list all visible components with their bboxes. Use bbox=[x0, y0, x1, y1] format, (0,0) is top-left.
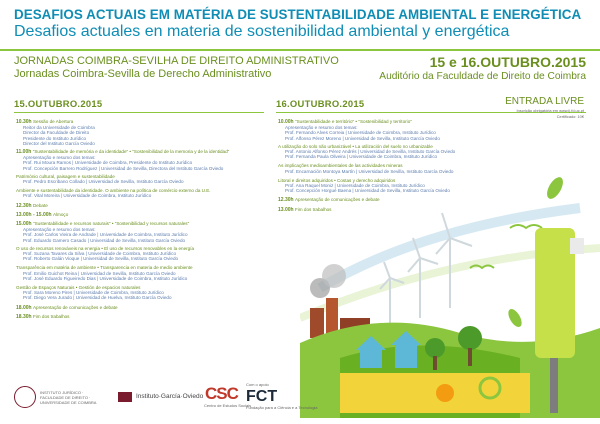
program-line: Prof. Fernanda Paula Oliveira | Universidade de Coimbra, Instituto Jurídico bbox=[285, 154, 438, 160]
program-line: Reitor da Universidade de Coimbra bbox=[23, 125, 95, 131]
program-title: O uso de recursos renováveis na energia • El uso de recursos renovables en la energía bbox=[16, 245, 195, 251]
program-line: Prof. Concepción Barrero Rodríguez | Universidad de Sevilla, Directora del Instituto García Oviedo bbox=[23, 165, 224, 171]
program-item bbox=[16, 265, 193, 281]
program-line: Apresentação e resumo dos temas: bbox=[23, 155, 96, 161]
program-title: Almoço bbox=[52, 211, 69, 217]
program-line: Prof. Rui Moura Ramos | Universidade de Coimbra, Presidente do Instituto Jurídico bbox=[23, 160, 193, 166]
csc-logo-sub: Centro de Estudos Sociais bbox=[204, 403, 252, 408]
fct-logo-sub: Fundação para a Ciência e a Tecnologia bbox=[246, 405, 318, 410]
program-time: 13.00h bbox=[278, 206, 295, 213]
program-title: Fim dos trabalhos bbox=[32, 313, 70, 319]
title-pt: DESAFIOS ACTUAIS EM MATÉRIA DE SUSTENTABILIDADE AMBIENTAL E ENERGÉTICA bbox=[14, 7, 582, 22]
program-line: Prof. Antonio Alfonso Pérez Andrés | Universidad de Sevilla, Instituto García Oviedo bbox=[285, 149, 456, 154]
program-title: Litoral e direitos adquiridos • Costas y derecho adquiridos bbox=[278, 177, 396, 183]
program-line: Presidente do Instituto Jurídico bbox=[23, 135, 87, 141]
program-line: Prof. Vital Moreira | Universidade de Coimbra, Instituto Jurídico bbox=[23, 193, 152, 199]
program-time: 12.30h bbox=[278, 197, 295, 204]
program-line: Prof. Concepción Horgué Baena | Universidad de Sevilla, Instituto García Oviedo bbox=[285, 188, 450, 194]
program-line: Prof. Fernando Alves Correia | Universidade de Coimbra, Instituto Jurídico bbox=[285, 130, 436, 136]
program-item bbox=[16, 174, 184, 184]
program-title: Ambiente e sustentabilidade da identidade. O ambiente na política de comércio externo da U.E. bbox=[16, 188, 211, 194]
program-item bbox=[16, 221, 189, 243]
header-divider bbox=[0, 49, 600, 51]
program-line: Director del Instituto García Oviedo bbox=[23, 140, 95, 146]
program-title: Sessão de Abertura bbox=[32, 119, 74, 124]
program-line: Prof. José Carlos Vieira de Andrade | Universidade de Coimbra, Instituto Jurídico bbox=[23, 232, 188, 238]
program-line: Prof. Sara Moreno Pires | Universidade de Coimbra, Instituto Jurídico bbox=[23, 290, 164, 296]
program-line: Prof. Eduardo Gamero Casado | Universidad de Sevilla, Instituto García Oviedo bbox=[23, 237, 186, 243]
entrada-livre: ENTRADA LIVRE bbox=[505, 96, 584, 107]
program-time: 15.00h bbox=[16, 221, 33, 227]
jornadas-pt: JORNADAS COIMBRA-SEVILHA DE DIREITO ADMINISTRATIVO bbox=[14, 55, 339, 67]
program-time: 13.00h - 15.00h bbox=[16, 211, 53, 218]
csc-logo: CSC bbox=[205, 384, 238, 403]
program-time: 18.30h bbox=[16, 313, 33, 320]
program-time: 10.30h bbox=[16, 119, 33, 125]
program-title: A utilização do solo não urbanizável • La utilización del suelo no urbanizable bbox=[278, 143, 433, 149]
program-item bbox=[16, 212, 68, 218]
program-item bbox=[16, 188, 211, 198]
program-title: Apresentação de comunicações e debate bbox=[32, 304, 118, 310]
program-title: As implicações medioambientales de las actividades mineras bbox=[278, 163, 403, 169]
program-item bbox=[16, 119, 95, 146]
program-line: Prof. José Eduardo Figueiredo Dias | Universidade de Coimbra, Instituto Jurídico bbox=[23, 275, 188, 281]
program-line: Prof. Encarnación Montoya Martín | Universidad de Sevilla, Instituto García Oviedo bbox=[285, 168, 454, 174]
program-item bbox=[278, 119, 440, 141]
sun-icon bbox=[436, 384, 454, 402]
bird-icon bbox=[510, 225, 542, 228]
program-time: 18.00h bbox=[16, 304, 33, 311]
program-title: "Sustentabilidade e território" • "Sostenibilidad y territorio" bbox=[294, 119, 412, 124]
event-date: 15 e 16.OUTUBRO.2015 bbox=[429, 54, 586, 70]
program-line: Director da Faculdade de Direito bbox=[23, 130, 90, 136]
program-item bbox=[16, 285, 172, 301]
program-line: Prof. Emilio Guichot Reina | Universidad de Sevilla, Instituto García Oviedo bbox=[23, 270, 176, 276]
certificado-price: Certificado: 10€ bbox=[556, 114, 584, 119]
program-title: Gestão de Espaços Naturais • Gestión de espacios naturales bbox=[16, 285, 141, 290]
program-line: Prof. Diego Vera Jurado | Universidad de Huelva, Instituto García Oviedo bbox=[23, 295, 172, 301]
program-line: Prof. Pedro Escribano Collado | Universidad de Sevilla, Instituto García Oviedo bbox=[23, 179, 184, 184]
program-line: Apresentação e resumo dos temas: bbox=[285, 125, 358, 131]
title-es: Desafios actuales en materia de sostenibilidad ambiental y energética bbox=[14, 23, 510, 40]
program-item bbox=[16, 314, 69, 320]
yellow-band-shape bbox=[340, 373, 530, 413]
day1-heading: 15.OUTUBRO.2015 bbox=[14, 98, 103, 109]
program-item bbox=[16, 305, 118, 311]
program-title: "Sustentabilidade e recursos naturais" • "Sostenibilidad y recursos naturales" bbox=[32, 221, 190, 226]
program-title: Apresentação de comunicações e debate bbox=[294, 197, 380, 203]
program-item bbox=[16, 246, 194, 262]
program-time: 12.30h bbox=[16, 202, 33, 209]
program-line: Apresentação e resumo dos temas: bbox=[23, 227, 96, 233]
wind-turbine-icon bbox=[380, 262, 404, 326]
program-line: Prof. Suzana Tavares da Silva | Universidade de Coimbra, Instituto Jurídico bbox=[23, 251, 177, 256]
program-title: Património cultural, paisagem e sustentabilidade bbox=[16, 173, 115, 179]
program-line: Prof. Ana Raquel Moniz | Universidade de Coimbra, Instituto Jurídico bbox=[285, 183, 425, 188]
day2-heading: 16.OUTUBRO.2015 bbox=[276, 98, 365, 109]
uc-seal-icon bbox=[14, 386, 36, 408]
igo-mark-icon bbox=[118, 392, 132, 402]
program-title: "Sustentabilidade de memória e da identidade" • "Sostenibilidad de la memoria y de la identidad" bbox=[32, 149, 230, 154]
program-line: Prof. Roberto Galán Vioque | Universidad de Sevilla, Instituto García Oviedo bbox=[23, 256, 179, 262]
program-time: 11.00h bbox=[16, 149, 33, 155]
uc-logo-text: INSTITUTO JURÍDICO · FACULDADE DE DIREITO · UNIVERSIDADE DE COIMBRA bbox=[40, 390, 97, 405]
program-time: 10.00h bbox=[278, 119, 295, 125]
jornadas-es: Jornadas Coimbra-Sevilla de Derecho Administrativo bbox=[14, 68, 272, 80]
program-title: Transparência em matéria de ambiente • Transparencia en materia de medio ambiente bbox=[16, 265, 193, 271]
program-item bbox=[16, 203, 48, 209]
fct-logo: FCT bbox=[246, 388, 278, 405]
program-title: Debate bbox=[32, 202, 48, 208]
program-line: Prof. Alfonso Pérez Moreno | Universidad de Sevilla, Instituto García Oviedo bbox=[285, 135, 440, 141]
program-title: Fim dos trabalhos bbox=[294, 206, 332, 212]
program-item bbox=[278, 144, 455, 160]
day1-divider bbox=[14, 112, 264, 113]
fct-support-label: Com o apoio bbox=[246, 382, 269, 387]
igo-logo-text: Instituto·García·Oviedo bbox=[136, 393, 204, 400]
program-item bbox=[16, 149, 229, 171]
inscricao-link[interactable]: Inscrição obrigatória em www.ij.fd.uc.pt bbox=[516, 108, 584, 113]
event-venue: Auditório da Faculdade de Direito de Coimbra bbox=[379, 71, 586, 82]
sustainability-illustration bbox=[300, 168, 600, 418]
